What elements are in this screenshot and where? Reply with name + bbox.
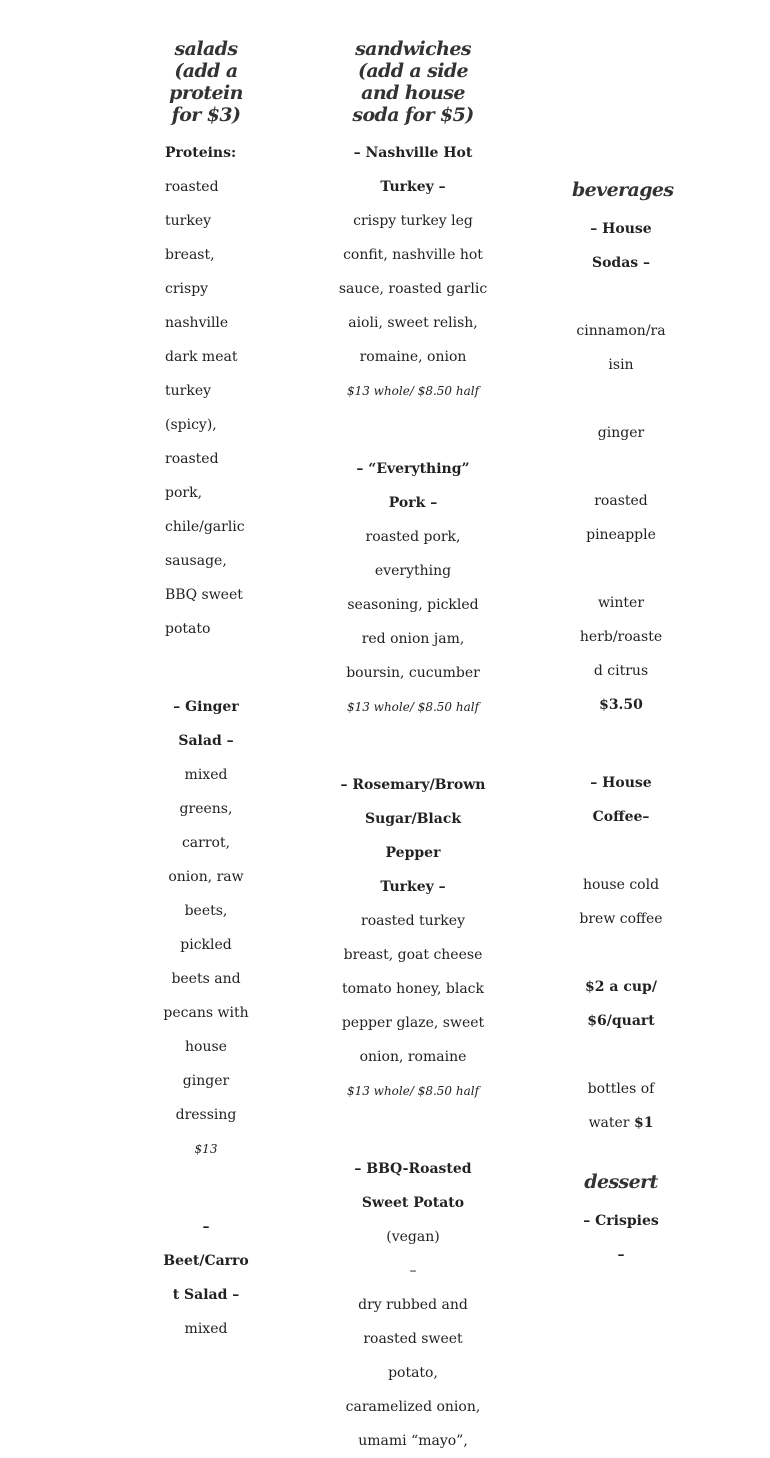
protein-line: turkey	[165, 213, 212, 229]
protein-line: dark meat	[165, 349, 238, 365]
sandwich-desc-line: tomato honey, black	[342, 981, 484, 997]
beet-name-line: –	[202, 1219, 210, 1235]
bbq-desc-line: roasted sweet potato,	[363, 1331, 463, 1381]
sandwich-name-line: Sugar/Black Pepper	[364, 811, 462, 861]
protein-line: crispy	[165, 281, 209, 297]
bbq-desc-line: umami “mayo”,	[358, 1433, 468, 1449]
beet-name-line: Beet/Carro	[163, 1253, 249, 1269]
coffee-desc-line: house cold	[582, 877, 660, 893]
sandwich-name-line: Pork –	[388, 495, 438, 511]
soda-flavor-list	[572, 280, 670, 688]
sandwich-desc-line: breast, goat cheese	[343, 947, 483, 963]
sandwich-name-line: – Nashville Hot	[353, 145, 473, 161]
ginger-name-line: Salad –	[178, 733, 234, 749]
protein-line: roasted	[165, 451, 219, 467]
soda-flavor-line: cinnamon/ra	[576, 323, 666, 339]
beet-salad-description	[160, 1312, 252, 1346]
ginger-desc-line: mixed	[184, 767, 228, 783]
ginger-desc-line: carrot,	[181, 835, 231, 851]
sandwiches-column	[338, 0, 488, 1458]
sodas-name-line: Sodas –	[591, 255, 651, 271]
sandwich-name-line: – “Everything”	[356, 461, 470, 477]
protein-line: chile/garlic	[165, 519, 245, 535]
sandwich-price: $13 whole/ $8.50 half	[346, 700, 480, 714]
bbq-name-suffix: (vegan)	[386, 1229, 440, 1245]
ginger-desc-line: beets and	[171, 971, 241, 987]
coffee-price	[572, 970, 670, 1038]
protein-line: potato	[165, 621, 211, 637]
house-coffee-name	[572, 766, 670, 834]
bbq-name-bold: Sweet Potato	[361, 1195, 465, 1211]
sandwich-desc-line: confit, nashville hot	[343, 247, 483, 263]
sandwich-desc-line: boursin, cucumber	[346, 665, 480, 681]
crispies-name-line: – Crispies	[583, 1213, 659, 1229]
protein-line: (spicy),	[165, 417, 217, 433]
sandwich-desc-line: red onion jam,	[361, 631, 465, 647]
sandwiches-heading: sandwiches (add a side and house soda for $5)	[352, 38, 474, 126]
ginger-desc-line: beets,	[184, 903, 228, 919]
house-sodas-name	[572, 212, 670, 280]
bbq-dash: –	[409, 1263, 417, 1279]
sandwich-price: $13 whole/ $8.50 half	[346, 1084, 480, 1098]
proteins-label: Proteins:	[165, 145, 237, 161]
soda-flavor-line: d citrus	[593, 663, 649, 679]
sandwich-desc-line: everything	[374, 563, 452, 579]
beet-desc-line: mixed	[184, 1321, 228, 1337]
sandwich-desc-line: aioli, sweet relish,	[348, 315, 478, 331]
ginger-desc-line: onion, raw	[168, 869, 244, 885]
ginger-salad-name	[160, 690, 252, 758]
soda-flavor-line: herb/roaste	[579, 629, 663, 645]
sandwich-name-line: Turkey –	[380, 179, 446, 195]
protein-line: BBQ sweet	[165, 587, 243, 603]
protein-line: breast,	[165, 247, 215, 263]
beet-name-line: t Salad –	[172, 1287, 240, 1303]
water-price: $1	[633, 1115, 654, 1131]
ginger-desc-line: ginger	[182, 1073, 230, 1089]
soda-flavor-line: ginger	[597, 425, 645, 441]
beverages-heading: beverages	[572, 179, 674, 201]
soda-flavor-line: isin	[608, 357, 634, 373]
soda-flavor-line: roasted	[594, 493, 648, 509]
dessert-heading: dessert	[584, 1171, 658, 1193]
bbq-desc-line: caramelized onion,	[345, 1399, 481, 1415]
sandwich-name-line: Turkey –	[380, 879, 446, 895]
bbq-desc-line: dry rubbed and	[358, 1297, 468, 1313]
salads-heading: salads (add a protein for $3)	[169, 38, 243, 126]
sandwich-desc-line: pepper glaze, sweet	[341, 1015, 485, 1031]
protein-line: pork,	[165, 485, 203, 501]
coffee-price-line: $6/quart	[587, 1013, 655, 1029]
sandwich-item	[338, 452, 488, 724]
proteins-list	[160, 170, 252, 646]
bbq-name-line2	[338, 1186, 488, 1254]
ginger-desc-line: greens,	[179, 801, 233, 817]
protein-line: nashville	[165, 315, 229, 331]
house-coffee	[572, 766, 670, 1140]
ginger-desc-line: dressing	[175, 1107, 237, 1123]
ginger-salad-price: $13	[194, 1142, 218, 1156]
ginger-desc-line: pickled	[180, 937, 232, 953]
bbq-name-line1: – BBQ-Roasted	[354, 1161, 472, 1177]
house-sodas	[572, 212, 670, 722]
sandwich-desc-line: roasted turkey	[361, 913, 465, 929]
coffee-name-line: – House	[590, 775, 652, 791]
crispies-name-line: –	[617, 1247, 625, 1263]
crispies-name	[572, 1204, 670, 1272]
sandwich-desc-line: onion, romaine	[359, 1049, 467, 1065]
soda-flavor-line: winter	[597, 595, 645, 611]
protein-line: roasted	[165, 179, 219, 195]
sandwich-desc-line: crispy turkey leg	[353, 213, 473, 229]
sandwich-item	[338, 136, 488, 408]
water-line2	[572, 1106, 670, 1140]
ginger-desc-line: pecans with	[163, 1005, 249, 1021]
water-text: water	[588, 1115, 634, 1131]
salads-column	[160, 0, 252, 1346]
coffee-name-line: Coffee–	[592, 809, 650, 825]
ginger-salad-description	[160, 758, 252, 1132]
soda-flavor-line: pineapple	[586, 527, 656, 543]
sandwich-desc-line: romaine, onion	[359, 349, 467, 365]
sandwich-desc-line: seasoning, pickled	[347, 597, 479, 613]
beet-salad-name	[160, 1210, 252, 1312]
sodas-name-line: – House	[590, 221, 652, 237]
protein-line: sausage,	[165, 553, 227, 569]
sandwich-list	[338, 136, 488, 1142]
beverages-column	[572, 0, 674, 1272]
proteins-block	[160, 136, 252, 646]
ginger-salad	[160, 690, 252, 1166]
water-line1: bottles of	[587, 1081, 655, 1097]
soda-price: $3.50	[599, 697, 643, 713]
ginger-name-line: – Ginger	[173, 699, 239, 715]
protein-line: turkey	[165, 383, 212, 399]
sandwich-name-line: – Rosemary/Brown	[340, 777, 486, 793]
sandwich-desc-line: sauce, roasted garlic	[338, 281, 488, 297]
ginger-desc-line: house	[185, 1039, 227, 1055]
coffee-description	[572, 868, 670, 936]
sandwich-item	[338, 768, 488, 1108]
coffee-desc-line: brew coffee	[579, 911, 663, 927]
crispies	[572, 1204, 670, 1272]
sandwich-desc-line: roasted pork,	[365, 529, 461, 545]
bbq-description	[338, 1288, 488, 1458]
bbq-sweet-potato	[338, 1152, 488, 1458]
coffee-price-line: $2 a cup/	[585, 979, 657, 995]
sandwich-price: $13 whole/ $8.50 half	[346, 384, 480, 398]
